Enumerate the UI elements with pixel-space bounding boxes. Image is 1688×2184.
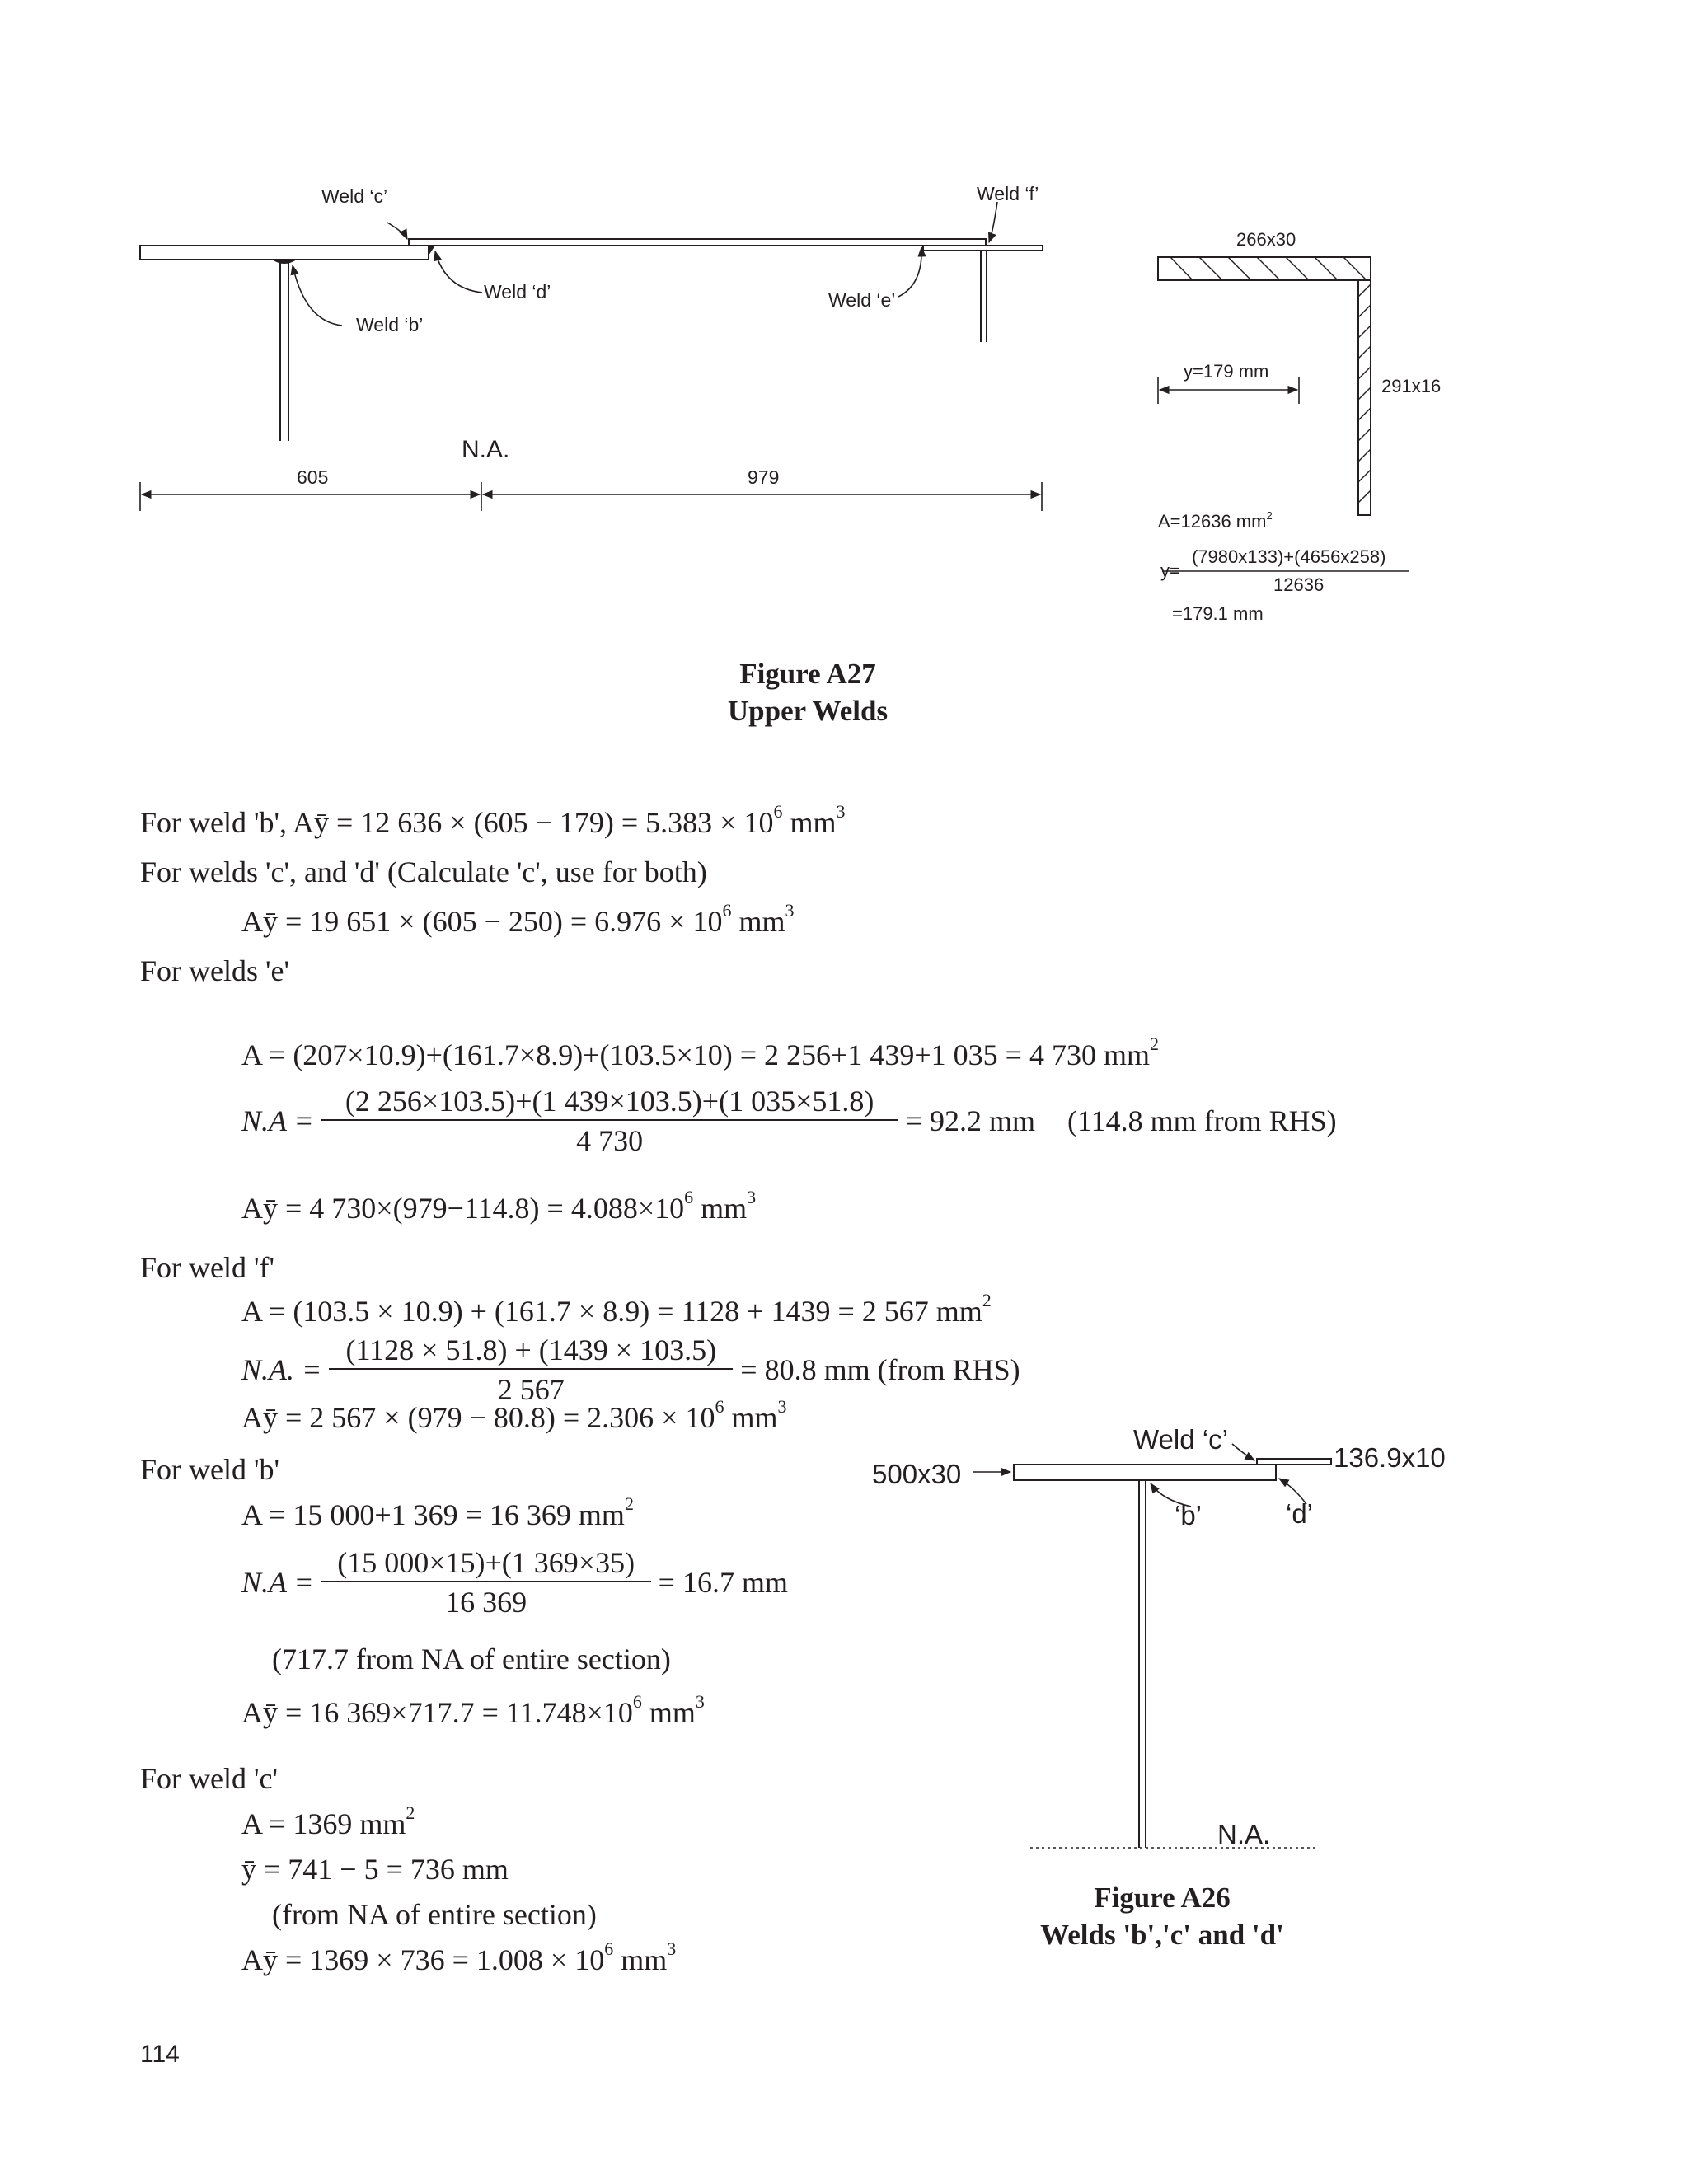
angle-y-result: =179.1 mm — [1172, 603, 1264, 624]
figure-a26-title: Figure A26 — [1094, 1882, 1231, 1914]
angle-area-exp: 2 — [1266, 509, 1273, 522]
angle-ybar-dim: y=179 mm — [1184, 361, 1269, 382]
calc-f-ay: Aȳ = 2 $567 \times (979 - 80.8) = 2.306 \times 10^6$ $mm^3$ — [241, 1396, 787, 1434]
calc-c-ay: Aȳ = $1369 \times 736 = 1.008 \times 10^6$ $mm^3$ — [241, 1938, 677, 1976]
weld-b-mark — [272, 260, 297, 264]
calc-b2-area: A = 15 000+1 369 = 16 369 $mm^2$ — [241, 1493, 634, 1531]
calc-b2-note: (717.7 from NA of entire section) — [272, 1643, 671, 1675]
angle-y-denominator: 12636 — [1273, 574, 1325, 595]
calc-e-ay: Aȳ = 4 $730\times(979-114.8) = 4.088\times 10^6$ $mm^3$ — [241, 1187, 757, 1225]
figure-a27-caption — [643, 655, 973, 729]
angle-y-label: y= — [1160, 560, 1180, 581]
dim-605: 605 — [297, 466, 329, 488]
figure-a26-caption — [989, 1879, 1335, 1953]
page-number: 114 — [140, 2041, 180, 2068]
calc-weld-b1: For weld 'b', Aȳ = 12 $636 \times (605 - 179) = 5.383 \times 10^6$ $mm^3$ — [140, 801, 846, 839]
angle-area: A=12636 mm — [1158, 511, 1267, 532]
calc-f-area: A = (103.5 × 10.9) + (161.7 × 8.9) = 1128 + 1439 = 2 567 $mm^2$ — [241, 1290, 992, 1328]
calc-b2-na: N.A = $\frac{(15 000\times 15)+(1 369\times 35)}{16 369}$ = 16.7 mm — [241, 1546, 788, 1619]
dim-979: 979 — [748, 466, 780, 488]
label-weld-c: Weld ‘c’ — [321, 185, 388, 207]
calc-weld-f-heading: For weld 'f' — [140, 1251, 274, 1284]
calc-welds-cd-eq: Aȳ = 19 $651 \times (605 - 250) = 6.976 \times 10^6$ $mm^3$ — [241, 900, 795, 938]
figure-a27-drawing — [0, 0, 1688, 659]
label-weld-d: Weld ‘d’ — [484, 281, 551, 302]
angle-y-numerator: (7980x133)+(4656x258) — [1192, 546, 1386, 567]
calc-weld-c-heading: For weld 'c' — [140, 1762, 278, 1795]
a26-d-label: ‘d’ — [1286, 1498, 1314, 1529]
angle-leg-label: 291x16 — [1381, 376, 1442, 396]
calc-c-area: A = 1369 $mm^2$ — [241, 1802, 415, 1840]
calc-welds-cd-heading: For welds 'c', and 'd' (Calculate 'c', use for both) — [140, 855, 707, 888]
label-weld-e: Weld ‘e’ — [828, 289, 896, 311]
calc-c-note: (from NA of entire section) — [272, 1898, 597, 1931]
calc-e-na: N.A = $\frac{(2 256\times 103.5)+(1 439\times 103.5)+(1 035\times 51.8)}{4 730}$ = 92.2 mm (114.8 mm from RHS) — [241, 1085, 1337, 1157]
a26-plate-top: 136.9x10 — [1334, 1442, 1446, 1473]
a26-weld-c: Weld ‘c’ — [1133, 1424, 1228, 1455]
label-na: N.A. — [462, 436, 510, 463]
figure-a26-subtitle: Welds 'b','c' and 'd' — [1040, 1919, 1284, 1951]
a26-flange: 500x30 — [872, 1459, 962, 1489]
calc-b2-ay: Aȳ = 16 $369\times 717.7 = 11.748\times 10^6$ $mm^3$ — [241, 1691, 705, 1729]
calc-c-ybar: ȳ = 741 − 5 = 736 mm — [241, 1853, 509, 1886]
a26-na-label: N.A. — [1217, 1819, 1271, 1849]
figure-a27-subtitle: Upper Welds — [727, 695, 889, 727]
label-weld-b: Weld ‘b’ — [356, 314, 424, 335]
angle-section-drawing — [1158, 229, 1441, 624]
calc-welds-e-heading: For welds 'e' — [140, 954, 289, 987]
a26-b-label: ‘b’ — [1175, 1500, 1203, 1530]
beam-section-drawing — [140, 239, 1043, 441]
calc-f-na: N.A. = $\frac{(1128 \times 51.8) + (1439 \times 103.5)}{2 567}$ = 80.8 mm (from RHS) — [241, 1333, 1020, 1406]
figure-a26-drawing — [857, 1418, 1599, 1854]
svg-text:A=12636 mm2 — [1158, 509, 1273, 532]
angle-flange-label: 266x30 — [1236, 229, 1296, 250]
figure-a27-title: Figure A27 — [739, 658, 876, 690]
weld-d-mark — [429, 246, 435, 255]
calc-weld-b2-heading: For weld 'b' — [140, 1453, 279, 1486]
calc-e-area: A = (207×10.9)+(161.7×8.9)+(103.5×10) = 2 256+1 439+1 035 = 4 730 $mm^2$ — [241, 1033, 1159, 1071]
label-weld-f: Weld ‘f’ — [977, 183, 1039, 204]
